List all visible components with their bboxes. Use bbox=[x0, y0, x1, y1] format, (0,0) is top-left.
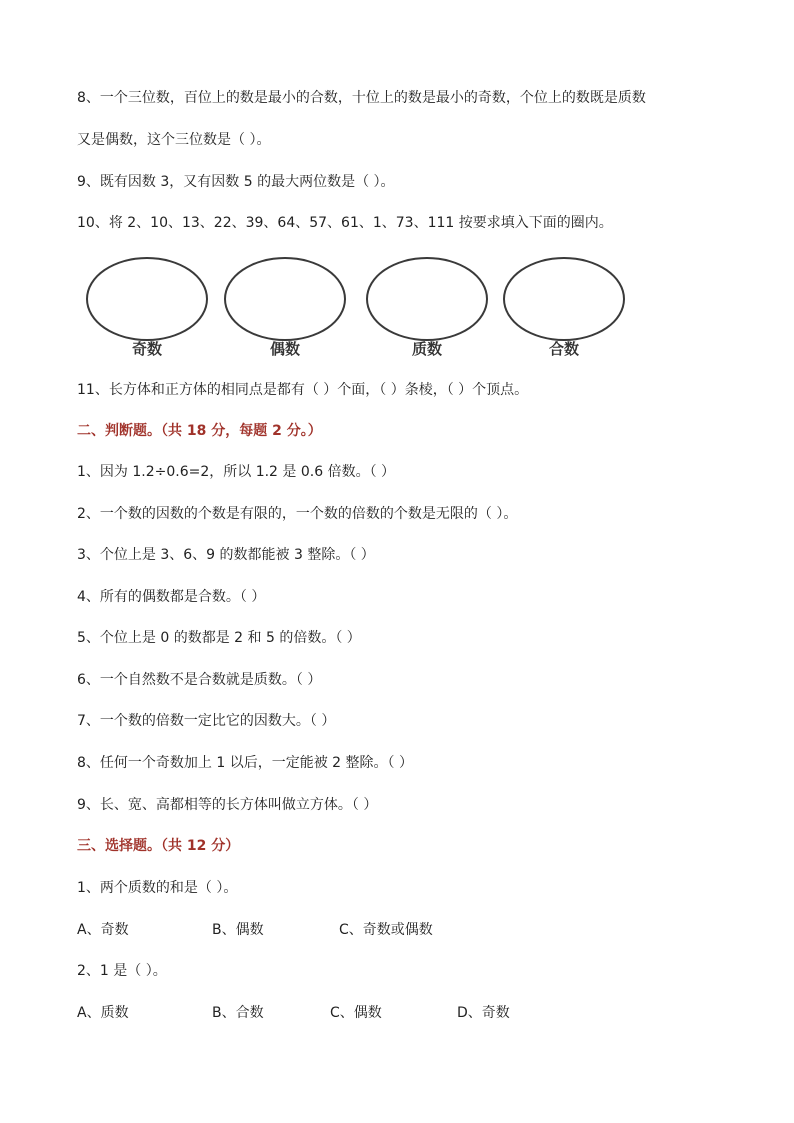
true-false-item-7: 7、一个数的倍数一定比它的因数大。（ ） bbox=[77, 713, 336, 729]
true-false-item-3: 3、个位上是 3、6、9 的数都能被 3 整除。（ ） bbox=[77, 547, 375, 563]
question-9: 9、既有因数 3，又有因数 5 的最大两位数是（ ）。 bbox=[77, 174, 395, 190]
true-false-item-1: 1、因为 1.2÷0.6=2，所以 1.2 是 0.6 倍数。（ ） bbox=[77, 464, 396, 480]
q2-option-b: B、合数 bbox=[212, 1005, 264, 1021]
q2-option-d: D、奇数 bbox=[457, 1005, 510, 1021]
question-8-line-1: 8、一个三位数，百位上的数是最小的合数，十位上的数是最小的奇数，个位上的数既是质数 bbox=[77, 90, 646, 106]
q2-option-a: A、质数 bbox=[77, 1005, 129, 1021]
prime-number-circle bbox=[366, 257, 488, 341]
circle-label-prime: 质数 bbox=[411, 340, 442, 358]
odd-number-circle bbox=[86, 257, 208, 341]
q1-option-a: A、奇数 bbox=[77, 922, 129, 938]
true-false-item-9: 9、长、宽、高都相等的长方体叫做立方体。（ ） bbox=[77, 797, 378, 813]
question-11: 11、长方体和正方体的相同点是都有（ ）个面，（ ）条棱，（ ）个顶点。 bbox=[77, 382, 529, 398]
question-10: 10、将 2、10、13、22、39、64、57、61、1、73、111 按要求填入下面的圈内。 bbox=[77, 215, 613, 231]
composite-number-circle bbox=[503, 257, 625, 341]
true-false-item-6: 6、一个自然数不是合数就是质数。（ ） bbox=[77, 672, 322, 688]
true-false-item-8: 8、任何一个奇数加上 1 以后，一定能被 2 整除。（ ） bbox=[77, 755, 413, 771]
choice-question-1: 1、两个质数的和是（ ）。 bbox=[77, 880, 238, 896]
section-heading-true-false: 二、判断题。（共 18 分，每题 2 分。） bbox=[77, 423, 322, 439]
even-number-circle bbox=[224, 257, 346, 341]
q2-option-c: C、偶数 bbox=[330, 1005, 382, 1021]
circle-label-composite: 合数 bbox=[548, 340, 579, 358]
true-false-item-2: 2、一个数的因数的个数是有限的，一个数的倍数的个数是无限的（ ）。 bbox=[77, 506, 518, 522]
true-false-item-4: 4、所有的偶数都是合数。（ ） bbox=[77, 589, 266, 605]
section-heading-multiple-choice: 三、选择题。（共 12 分） bbox=[77, 838, 240, 854]
q1-option-b: B、偶数 bbox=[212, 922, 264, 938]
circle-label-odd: 奇数 bbox=[131, 340, 162, 358]
question-8-line-2: 又是偶数，这个三位数是（ ）。 bbox=[77, 132, 271, 148]
choice-question-2: 2、1 是（ ）。 bbox=[77, 963, 167, 979]
circle-label-even: 偶数 bbox=[269, 340, 300, 358]
true-false-item-5: 5、个位上是 0 的数都是 2 和 5 的倍数。（ ） bbox=[77, 630, 361, 646]
q1-option-c: C、奇数或偶数 bbox=[339, 922, 433, 938]
